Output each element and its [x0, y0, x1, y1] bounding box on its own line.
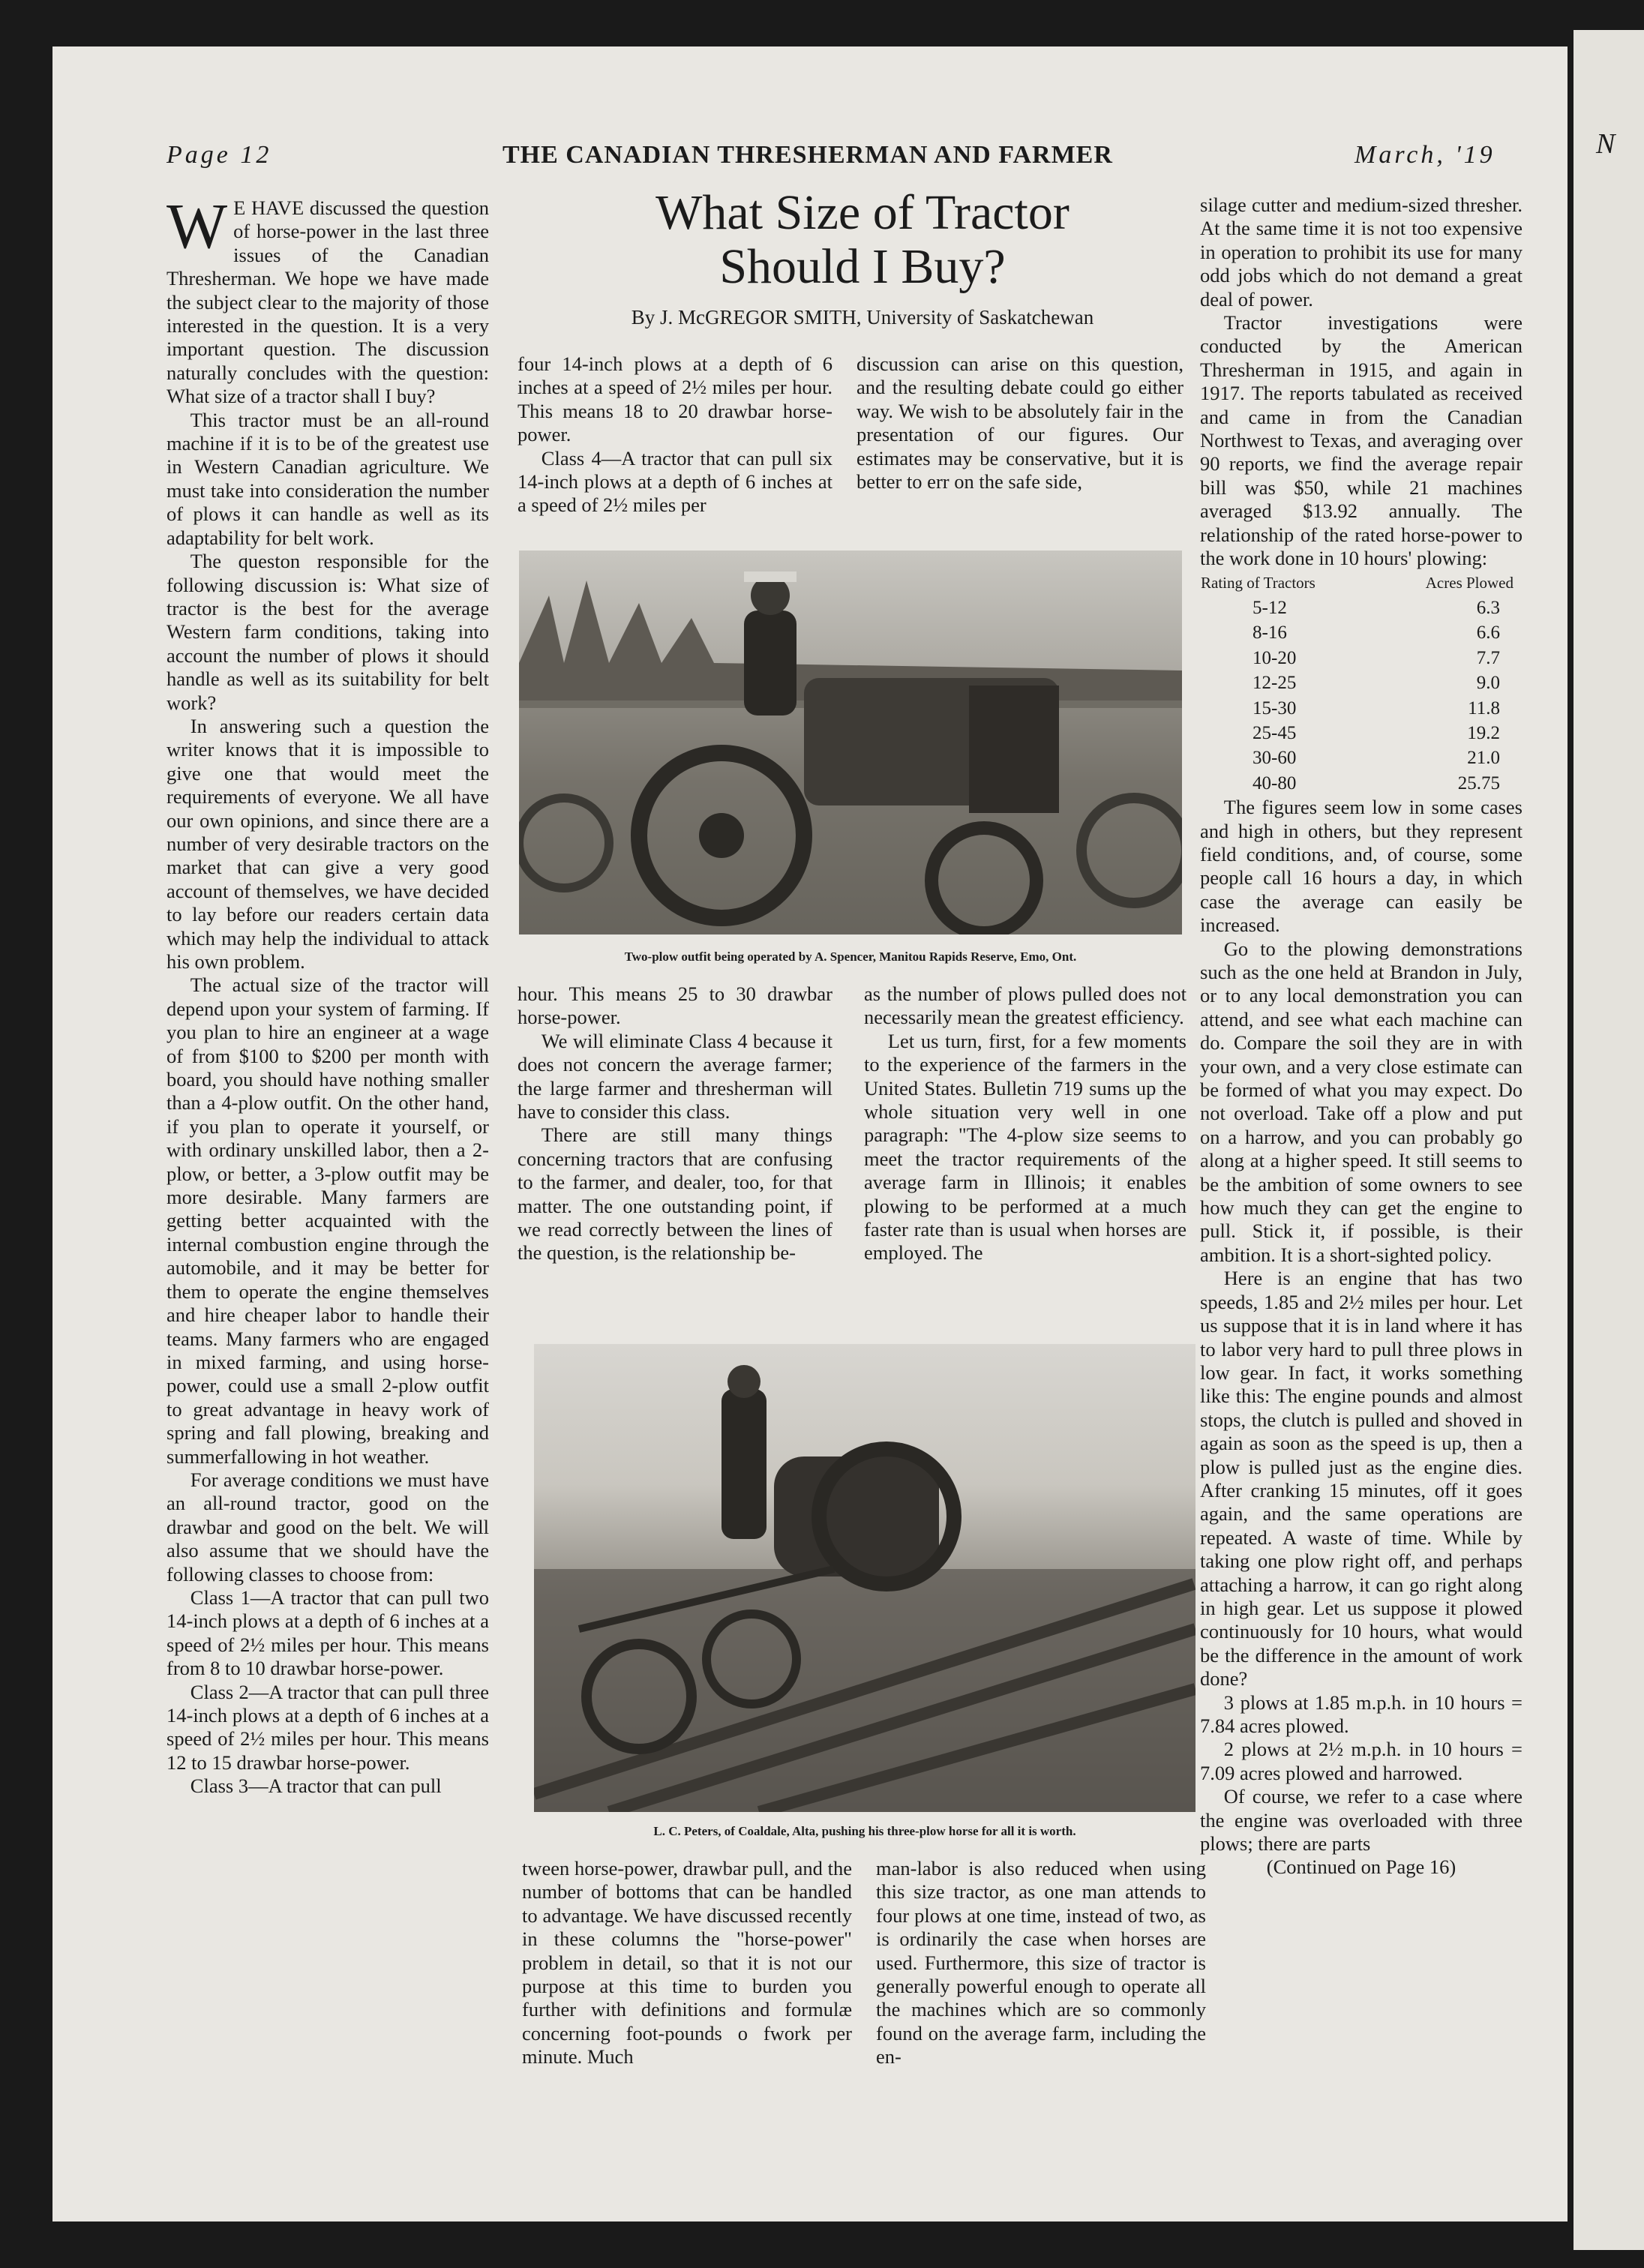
page-number: Page 12: [166, 141, 272, 169]
table-row: [1200, 596, 1522, 620]
rating-cell: 40-80: [1252, 772, 1297, 794]
paragraph: tween horse-power, drawbar pull, and the number of bottoms that can be handled to advantage. We have discussed recently in these columns the "horse-power" problem in detail, so that it is not our purpose at this time to burden you further with definitions and formulæ concerning foot-pounds o fwork per minute. Much: [522, 1857, 852, 2068]
table-row: [1200, 670, 1522, 695]
acres-cell: 7.7: [1476, 647, 1500, 668]
plowing-photo-illustration: [534, 1344, 1196, 1812]
article-title: [525, 186, 1200, 294]
table-row: [1200, 696, 1522, 721]
column-1: [166, 190, 489, 1798]
drop-cap: W: [166, 190, 228, 262]
photo-two-plow-outfit: [519, 550, 1182, 934]
paragraph: There are still many things concerning tractors that are confusing to the farmer, and dealer, too, for that matter. The one outstanding point, if we read correctly between the lines of the question, is the relationship be-: [518, 1124, 832, 1264]
photo-1-caption: Two-plow outfit being operated by A. Spencer, Manitou Rapids Reserve, Emo, Ont.: [624, 950, 1077, 964]
acres-cell: 6.3: [1476, 597, 1500, 618]
photo-three-plow-outfit: [534, 1344, 1196, 1812]
article-byline: By J. McGREGOR SMITH, University of Saskatchewan: [631, 306, 1094, 328]
table-row: [1200, 721, 1522, 746]
paragraph: For average conditions we must have an all-round tractor, good on the drawbar and good on the belt. We will also assume that we should have the following classes to choose from:: [166, 1468, 489, 1586]
paragraph: Go to the plowing demonstrations such as the one held at Brandon in July, or to any local demonstration you can attend, and see what each machine can do. Compare the soil they are in with your own, and a very close estimate can be formed of what you may expect. Do not overload. Take off a plow and put on a harrow, and you can probably go along at a higher speed. It still seems to be the ambition of some owners to see how much they can get the engine to pull. Stick it, if possible, is their ambition. It is a short-sighted policy.: [1200, 937, 1522, 1266]
table-row: [1200, 771, 1522, 796]
rating-cell: 5-12: [1252, 597, 1287, 618]
title-line-2: Should I Buy?: [719, 239, 1006, 294]
rating-cell: 25-45: [1252, 722, 1297, 743]
column-2-bottom: [522, 1857, 852, 2069]
paragraph: as the number of plows pulled does not necessarily mean the greatest efficiency.: [864, 982, 1186, 1029]
paragraph: The queston responsible for the following discussion is: What size of tractor is the best for the average Western farm conditions, taking into account the number of plows it should handle as well as its suitability for belt work?: [166, 550, 489, 714]
tractor-photo-illustration: [519, 550, 1182, 934]
paragraph: four 14-inch plows at a depth of 6 inches at a speed of 2½ miles per hour. This means 18 to 20 drawbar horse-power.: [518, 352, 832, 446]
column-3-bottom: [876, 1857, 1206, 2069]
acres-cell: 11.8: [1468, 698, 1500, 718]
column-2-top: [518, 352, 832, 518]
table-header-acres: Acres Plowed: [1425, 573, 1514, 592]
publication-title: THE CANADIAN THRESHERMAN AND FARMER: [502, 141, 1113, 169]
paragraph: This tractor must be an all-round machine if it is to be of the greatest use in Western Canadian agriculture. We must take into consideration the number of plows it can handle as well as its adaptability for belt work.: [166, 408, 489, 549]
paragraph: man-labor is also reduced when using this size tractor, as one man attends to four plows at one time, instead of two, as is ordinarily the case when horses are used. Furthermore, this size of tractor is generally powerful enough to operate all the machines which are so commonly found on the average farm, including the en-: [876, 1857, 1206, 2068]
table-header-rating: Rating of Tractors: [1201, 573, 1316, 592]
paragraph: Of course, we refer to a case where the engine was overloaded with three plows; there are parts: [1200, 1785, 1522, 1856]
paragraph: 2 plows at 2½ m.p.h. in 10 hours = 7.09 acres plowed and harrowed.: [1200, 1738, 1522, 1784]
paragraph: 3 plows at 1.85 m.p.h. in 10 hours = 7.84 acres plowed.: [1200, 1690, 1522, 1737]
acres-cell: 6.6: [1476, 622, 1500, 644]
continued-notice: (Continued on Page 16): [1266, 1856, 1456, 1879]
paragraph: Class 1—A tractor that can pull two 14-inch plows at a depth of 6 inches at a speed of 2½ miles per hour. This means from 8 to 10 drawbar horse-power.: [166, 1586, 489, 1680]
rating-cell: 30-60: [1252, 748, 1297, 769]
paragraph: We will eliminate Class 4 because it does not concern the average farmer; the large farmer and thresherman will have to consider this class.: [518, 1029, 832, 1124]
tractor-rating-table: [1200, 571, 1522, 796]
issue-date: March, '19: [1354, 141, 1496, 169]
photo-2-caption: L. C. Peters, of Coaldale, Alta, pushing his three-plow horse for all it is worth.: [653, 1824, 1076, 1838]
table-row: [1200, 646, 1522, 670]
paragraph: silage cutter and medium-sized thresher. At the same time it is not too expensive in operation to prohibit its use for many odd jobs which do not demand a great deal of power.: [1200, 194, 1522, 310]
table-row: [1200, 746, 1522, 770]
paragraph: The actual size of the tractor will depend upon your system of farming. If you plan to hire an engineer at a wage of from $100 to $200 per month with board, you should have nothing smaller than a 4-plow outfit. On the other hand, if you plan to operate it yourself, or with ordinary unskilled labor, then a 2-plow, or better, a 3-plow outfit may be more desirable. Many farmers are getting better acquainted with the internal combustion engine through the automobile, and it may be better for them to operate the engine themselves and hire cheaper labor to handle their teams. Many farmers who are engaged in mixed farming, and using horse-power, could use a small 2-plow outfit to great advantage in heavy work of spring and fall plowing, breaking and summerfallowing in hot weather.: [166, 974, 489, 1468]
paragraph-intro: W E HAVE discussed the question of horse-power in the last three issues of the Canadian Thresherman. We hope we have made the subject clear to the majority of those interested in the question. It is a very important question. The discussion naturally concludes with the question: What size of a tractor shall I buy?: [166, 190, 489, 408]
rating-cell: 15-30: [1252, 698, 1297, 718]
paragraph: Class 2—A tractor that can pull three 14-inch plows at a depth of 6 inches at a speed of 2½ miles per hour. This means 12 to 15 drawbar horse-power.: [166, 1680, 489, 1774]
paragraph: Let us turn, first, for a few moments to the experience of the farmers in the United States. Bulletin 719 sums up the whole situation very well in one paragraph: "The 4-plow size seems to meet the tractor requirements of the average farm in Illinois; it enables plowing to be performed at a much faster rate than is usual when horses are employed. The: [864, 1029, 1186, 1264]
column-3-top: [856, 352, 1184, 494]
paragraph: The figures seem low in some cases and high in others, but they represent field conditions, and, of course, some people call 16 hours a day, in which case the average can easily be increased.: [1200, 796, 1522, 937]
paragraph: hour. This means 25 to 30 drawbar horse-power.: [518, 982, 832, 1029]
adjacent-page-strip: [1574, 30, 1644, 2250]
column-4: [1200, 194, 1522, 1880]
paragraph: Tractor investigations were conducted by the American Thresherman in 1915, and again in 1917. The reports tabulated as received and came in from the Canadian Northwest to Texas, and averaging over 90 reports, we find the average repair bill was $50, while 21 machines averaged $13.92 annually. The relationship of the rated horse-power to the work done in 10 hours' plowing:: [1200, 311, 1522, 570]
acres-cell: 9.0: [1476, 673, 1500, 694]
rating-cell: 12-25: [1252, 673, 1297, 694]
paragraph: Class 4—A tractor that can pull six 14-inch plows at a depth of 6 inches at a speed of 2½ miles per: [518, 446, 832, 517]
rating-cell: 10-20: [1252, 647, 1297, 668]
title-line-1: What Size of Tractor: [656, 185, 1070, 240]
table-row: [1200, 620, 1522, 645]
acres-cell: 25.75: [1457, 772, 1500, 794]
acres-cell: 19.2: [1467, 722, 1500, 743]
paragraph: discussion can arise on this question, and the resulting debate could go either way. We wish to be absolutely fair in the presentation of our figures. Our estimates may be conservative, but it is better to err on the safe side,: [856, 352, 1184, 494]
column-3-middle: [864, 982, 1186, 1265]
rating-cell: 8-16: [1252, 622, 1287, 644]
paragraph: In answering such a question the writer knows that it is impossible to give one that would meet the requirements of everyone. We all have our own opinions, and since there are a number of very desirable tractors on the market that can give a very good account of themselves, we have decided to lay before our readers certain data which may help the individual to attack his own problem.: [166, 714, 489, 973]
adjacent-page-fragment: N: [1596, 128, 1616, 160]
paragraph: Class 3—A tractor that can pull: [190, 1774, 442, 1798]
paragraph: Here is an engine that has two speeds, 1.85 and 2½ miles per hour. Let us suppose that it is in land where it has to labor very hard to pull three plows in low gear. In fact, it works something like this: The engine pounds and almost stops, the clutch is pulled and shoved in again as soon as the speed is up, then a plow is pulled just as the engine dies. After cranking 15 minutes, off it goes again, and the same operations are repeated. A waste of time. While by taking one plow right off, and perhaps attaching a harrow, it can go right along in high gear. Let us suppose it plowed continuously for 10 hours, what would be the difference in the amount of work done?: [1200, 1267, 1522, 1690]
acres-cell: 21.0: [1467, 748, 1500, 769]
column-2-middle: [518, 982, 832, 1265]
